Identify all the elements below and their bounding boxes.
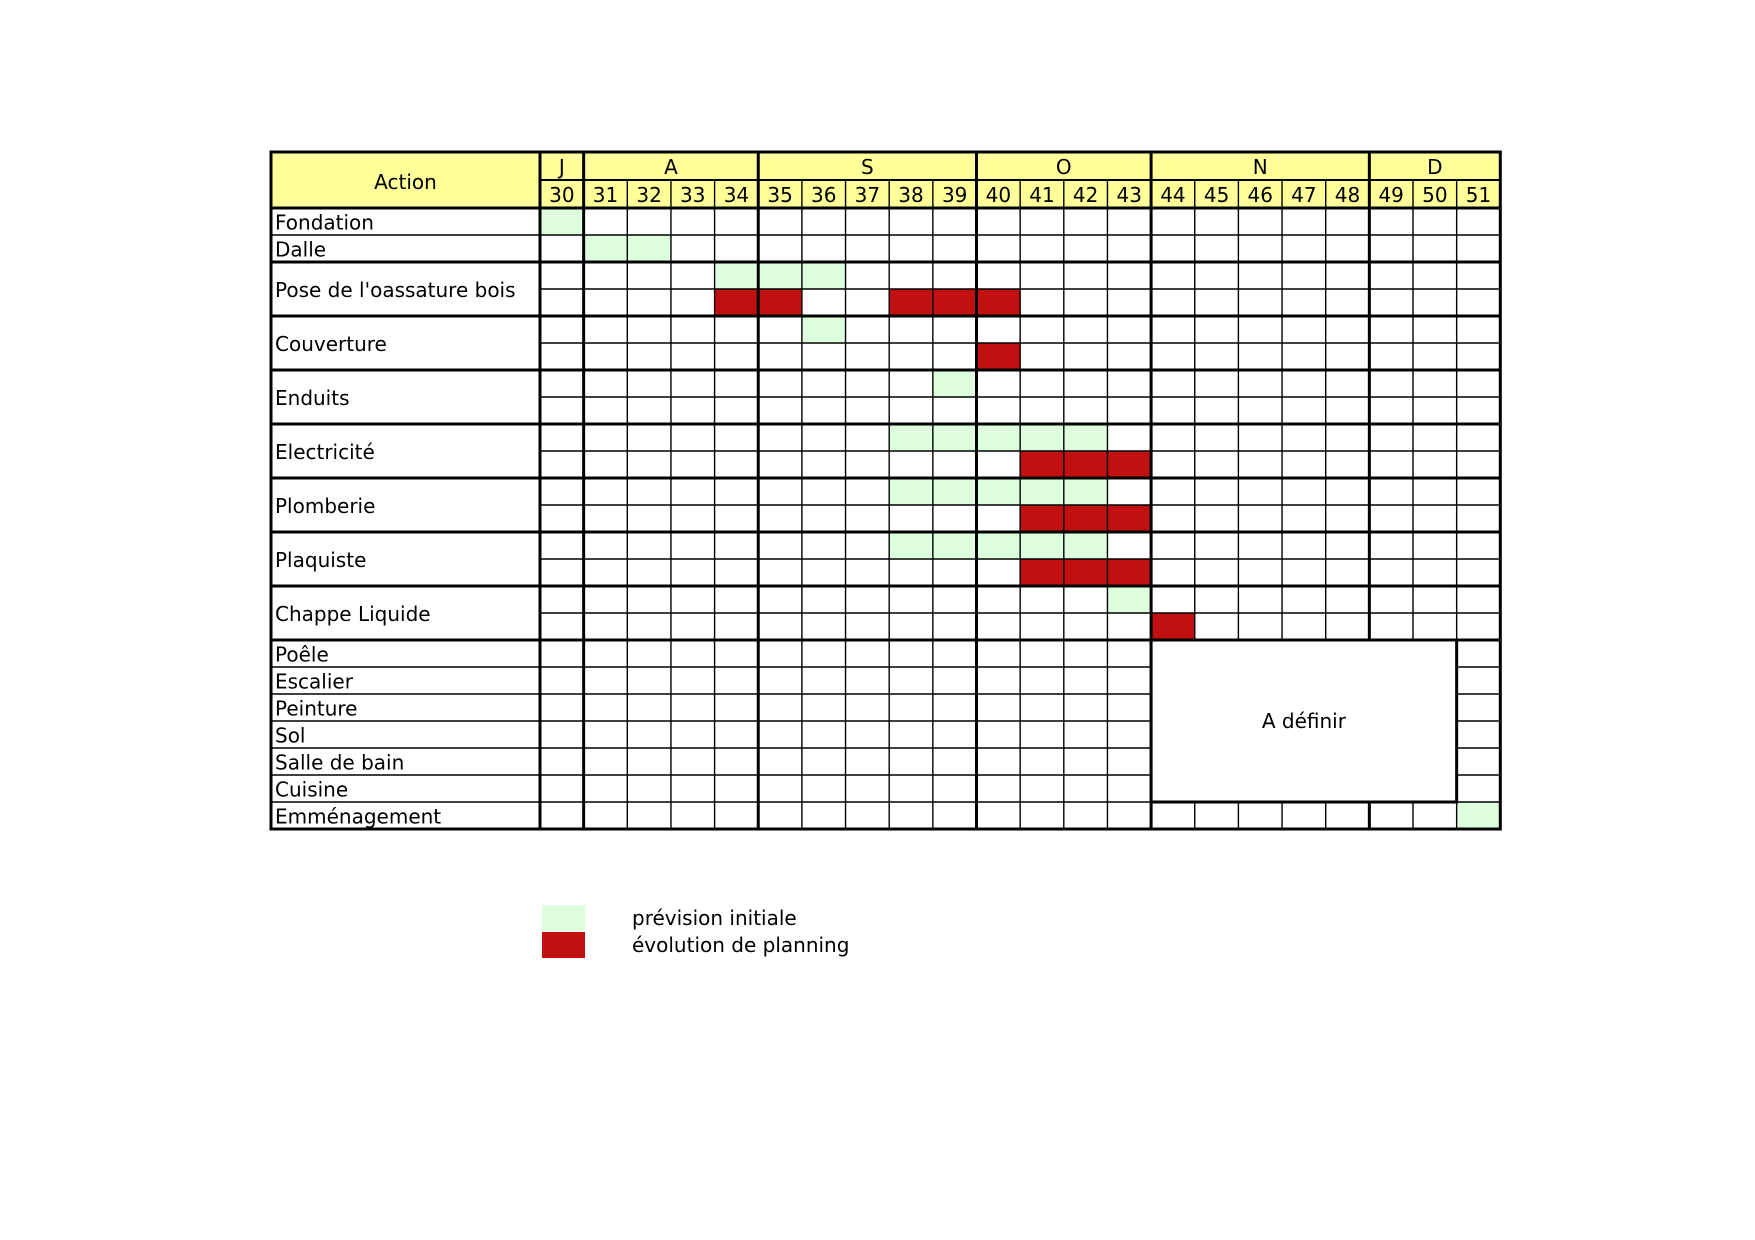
month-label-S: S (861, 155, 874, 179)
prevision-cell-41 (1020, 424, 1064, 451)
prevision-cell-40 (977, 424, 1021, 451)
prevision-cell-39 (933, 532, 977, 559)
week-label-43: 43 (1116, 183, 1143, 207)
week-label-30: 30 (549, 183, 575, 207)
task-label: Cuisine (275, 777, 349, 802)
week-label-47: 47 (1291, 183, 1317, 207)
week-label-48: 48 (1334, 183, 1361, 207)
task-label: Poêle (275, 642, 329, 667)
evolution-cell-34 (715, 289, 759, 316)
legend-swatch-evolution (542, 932, 585, 958)
evolution-cell-43 (1107, 451, 1151, 478)
prevision-cell-42 (1064, 424, 1108, 451)
month-label-N: N (1252, 155, 1268, 179)
evolution-cell-35 (758, 289, 802, 316)
evolution-cell-38 (889, 289, 933, 316)
task-label: Emménagement (275, 804, 442, 829)
week-label-33: 33 (680, 183, 706, 207)
week-label-45: 45 (1203, 183, 1230, 207)
task-label: Escalier (275, 669, 353, 694)
week-label-44: 44 (1160, 183, 1186, 207)
month-label-A: A (664, 155, 678, 179)
week-label-51: 51 (1465, 183, 1492, 207)
week-label-34: 34 (723, 183, 750, 207)
task-label: Plomberie (275, 494, 376, 518)
task-label: Peinture (275, 696, 358, 721)
prevision-cell-51 (1457, 802, 1501, 829)
week-label-50: 50 (1422, 183, 1448, 207)
prevision-cell-32 (627, 235, 671, 262)
week-label-41: 41 (1029, 183, 1055, 207)
week-label-35: 35 (767, 183, 793, 207)
task-label: Dalle (275, 237, 327, 262)
prevision-cell-31 (584, 235, 628, 262)
week-label-40: 40 (985, 183, 1012, 207)
month-label-O: O (1055, 155, 1072, 179)
evolution-cell-43 (1107, 559, 1151, 586)
prevision-cell-38 (889, 478, 933, 505)
prevision-cell-35 (758, 262, 802, 289)
week-label-36: 36 (810, 183, 837, 207)
task-label: Chappe Liquide (275, 602, 431, 626)
evolution-cell-40 (977, 289, 1021, 316)
task-label: Pose de l'oassature bois (275, 278, 516, 302)
evolution-cell-42 (1064, 451, 1108, 478)
legend-label-evolution: évolution de planning (632, 933, 850, 957)
task-label: Plaquiste (275, 548, 367, 572)
legend-label-prevision: prévision initiale (632, 906, 797, 930)
evolution-cell-42 (1064, 559, 1108, 586)
prevision-cell-41 (1020, 532, 1064, 559)
prevision-cell-36 (802, 262, 846, 289)
task-label: Enduits (275, 386, 350, 410)
prevision-cell-40 (977, 478, 1021, 505)
evolution-cell-43 (1107, 505, 1151, 532)
prevision-cell-38 (889, 424, 933, 451)
legend-swatch-prevision (542, 905, 585, 931)
prevision-cell-39 (933, 424, 977, 451)
week-label-46: 46 (1247, 183, 1273, 207)
prevision-cell-34 (715, 262, 759, 289)
prevision-cell-41 (1020, 478, 1064, 505)
task-label: Fondation (275, 210, 374, 235)
prevision-cell-39 (933, 370, 977, 397)
week-label-39: 39 (941, 183, 968, 207)
evolution-cell-41 (1020, 559, 1064, 586)
week-label-42: 42 (1072, 183, 1099, 207)
evolution-cell-40 (977, 343, 1021, 370)
prevision-cell-40 (977, 532, 1021, 559)
evolution-cell-41 (1020, 451, 1064, 478)
task-label: Electricité (275, 440, 375, 464)
week-label-49: 49 (1378, 183, 1404, 207)
month-label-D: D (1427, 155, 1443, 179)
evolution-cell-41 (1020, 505, 1064, 532)
prevision-cell-42 (1064, 532, 1108, 559)
prevision-cell-38 (889, 532, 933, 559)
week-label-31: 31 (592, 183, 619, 207)
action-header: Action (374, 170, 437, 194)
task-label: Sol (275, 723, 306, 748)
task-label: Couverture (275, 332, 387, 356)
prevision-cell-39 (933, 478, 977, 505)
prevision-cell-42 (1064, 478, 1108, 505)
evolution-cell-39 (933, 289, 977, 316)
week-label-38: 38 (898, 183, 924, 207)
prevision-cell-30 (540, 208, 584, 235)
prevision-cell-43 (1107, 586, 1151, 613)
evolution-cell-44 (1151, 613, 1195, 640)
evolution-cell-42 (1064, 505, 1108, 532)
week-label-32: 32 (636, 183, 662, 207)
undefined-block-label: A définir (1261, 709, 1346, 733)
task-label: Salle de bain (275, 750, 405, 775)
week-label-37: 37 (854, 183, 881, 207)
prevision-cell-36 (802, 316, 846, 343)
month-label-J: J (558, 155, 565, 179)
